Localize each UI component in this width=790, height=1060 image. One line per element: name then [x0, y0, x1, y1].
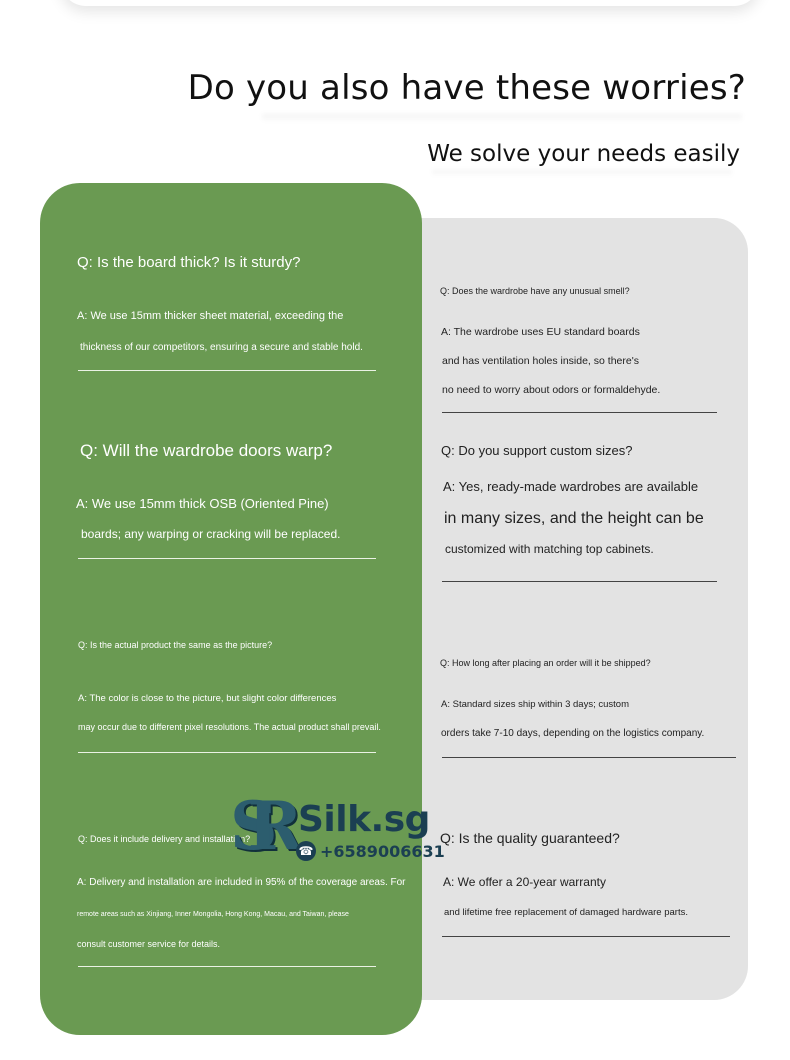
faq-answer-line: boards; any warping or cracking will be replaced.	[81, 527, 341, 541]
faq-answer-line: consult customer service for details.	[77, 939, 221, 949]
watermark-phone: +6589006631	[320, 841, 445, 861]
watermark-contact	[296, 841, 445, 861]
faq-question: Q: How long after placing an order will it be shipped?	[440, 658, 651, 668]
faq-divider	[442, 936, 730, 937]
faq-divider	[442, 581, 717, 582]
faq-divider	[78, 370, 376, 371]
faq-answer-line: A: Delivery and installation are included in 95% of the coverage areas. For	[77, 877, 406, 888]
faq-answer-line: A: The color is close to the picture, but slight color differences	[78, 693, 337, 704]
watermark-monogram: SR	[230, 787, 273, 865]
faq-answer-line: A: We offer a 20-year warranty	[443, 875, 606, 889]
faq-answer-line: and has ventilation holes inside, so there's	[442, 355, 639, 367]
faq-answer-line: customized with matching top cabinets.	[445, 542, 654, 556]
faq-item-board-thickness	[77, 254, 300, 271]
faq-divider	[78, 752, 376, 753]
whatsapp-icon: ☎	[296, 841, 316, 861]
page-subtitle: We solve your needs easily	[427, 141, 740, 167]
faq-answer-line: A: The wardrobe uses EU standard boards	[441, 326, 640, 338]
faq-divider	[442, 757, 736, 758]
page-title: Do you also have these worries?	[187, 68, 746, 108]
faq-question: Q: Will the wardrobe doors warp?	[80, 441, 333, 460]
top-card-edge	[60, 0, 760, 6]
faq-question: Q: Do you support custom sizes?	[441, 443, 633, 458]
faq-question: Q: Is the quality guaranteed?	[440, 830, 620, 846]
faq-question: Q: Is the actual product the same as the picture?	[78, 640, 273, 650]
faq-divider	[78, 558, 376, 559]
faq-answer-line: A: Standard sizes ship within 3 days; custom	[441, 699, 629, 710]
faq-answer-line: may occur due to different pixel resolutions. The actual product shall prevail.	[78, 722, 381, 732]
faq-question: Q: Is the board thick? Is it sturdy?	[77, 254, 301, 271]
faq-answer-line: in many sizes, and the height can be	[444, 510, 704, 527]
faq-answer-line: A: We use 15mm thicker sheet material, exceeding the	[77, 310, 344, 322]
faq-question: Q: Does it include delivery and installation?	[78, 834, 251, 844]
faq-answer-line: A: We use 15mm thick OSB (Oriented Pine)	[76, 496, 329, 511]
title-reflection	[262, 114, 742, 122]
faq-divider	[442, 412, 717, 413]
faq-question: Q: Does the wardrobe have any unusual smell?	[440, 286, 630, 296]
subtitle-reflection	[432, 170, 732, 176]
faq-answer-line: thickness of our competitors, ensuring a secure and stable hold.	[80, 342, 363, 353]
faq-answer-line: A: Yes, ready-made wardrobes are available	[443, 479, 699, 494]
faq-answer-line: and lifetime free replacement of damaged hardware parts.	[444, 907, 688, 918]
silk-sg-watermark	[230, 787, 445, 873]
faq-answer-line: orders take 7-10 days, depending on the logistics company.	[441, 728, 705, 739]
faq-answer-line: remote areas such as Xinjiang, Inner Mongolia, Hong Kong, Macau, and Taiwan, please	[77, 911, 349, 918]
watermark-brand: Silk.sg	[298, 799, 430, 840]
faq-answer-line: no need to worry about odors or formaldehyde.	[442, 384, 661, 396]
faq-divider	[78, 966, 376, 967]
